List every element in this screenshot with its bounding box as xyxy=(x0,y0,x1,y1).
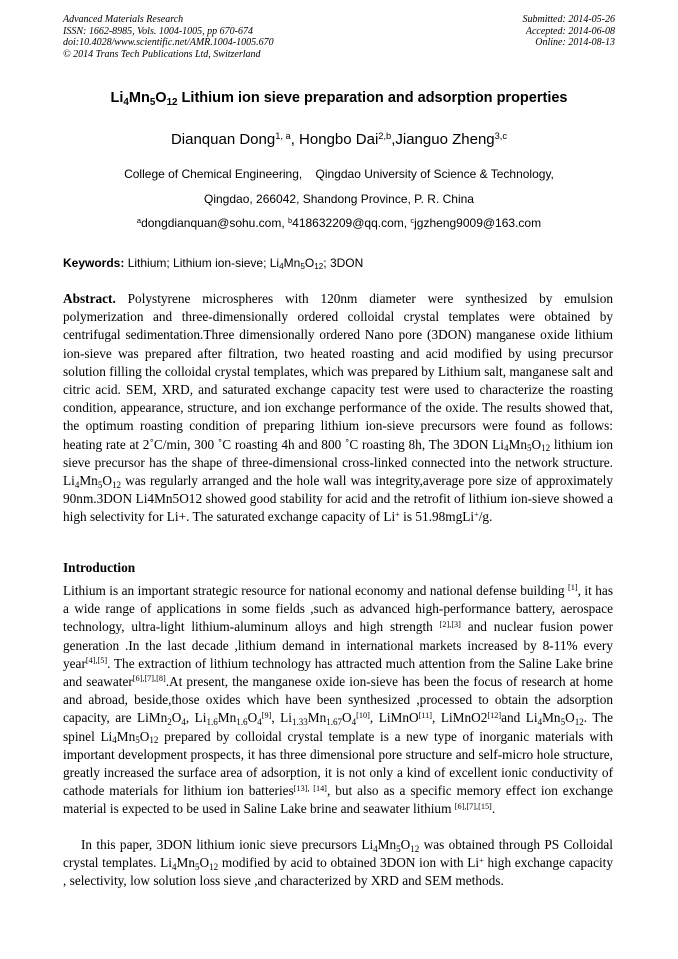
author-emails: $^a$dongdianquan@sohu.com, $^b$418632209@qq.com, $^c$jgzheng9009@163.com xyxy=(136,215,542,230)
introduction-paragraph-2: In this paper, 3DON lithium ionic sieve precursors $Li_4Mn_5O_{12}$ was obtained through PS Colloidal crystal templates. $Li_4Mn_5O_{12}$ modified by acid to obtained 3DON ion with Li+ high exchange capacity , selectivity, low solution loss sieve ,and characterized by XRD and SEM methods. xyxy=(63,837,614,889)
copyright-line: © 2014 Trans Tech Publications Ltd, Switzerland xyxy=(63,48,261,60)
affiliation-line-1: College of Chemical Engineering, Qingdao University of Science & Technology, xyxy=(124,167,554,181)
journal-meta xyxy=(63,14,274,60)
journal-name: Advanced Materials Research xyxy=(63,14,184,25)
keywords-line: Keywords: Lithium; Lithium ion-sieve; $Li_4Mn_5O_{12}$; 3DON xyxy=(63,256,364,272)
introduction-paragraph-1: Lithium is an important strategic resource for national economy and national defense building [1], it has a wide range of applications in some fields ,such as advanced high-performance battery, aerospace technology, ultra-light lithium-aluminum alloys and high strength [2],[3] and nuclear fusion power generation .In the last decade ,lithium demand in international markets increased by 8-11% every year[4],[5]. The extraction of lithium technology has attracted much attention from the Saline Lake brine and seawater[6],[7],[8].At present, the manganese oxide ion-sieve has been the focus of research at home and abroad, beside,those oxides which have been synthesized ,processed to obtain the adsorption capacity, are $LiMn_2O_4$, $Li_{1.6}Mn_{1.6}O_4[9]$, $Li_{1.33}Mn_{1.67}O_4[10]$, LiMnO[11], LiMnO2[12]and $Li_4Mn_5O_{12}$. The spinel $Li_4Mn_5O_{12}$ prepared by colloidal crystal template is a new type of inorganic materials with important development prospects, it has three dimensional pore structure and self-micro hole structure, greatly increased the surface area of adsorption, it is not only a kind of excellent ionic conductivity of cathode materials for lithium ion batteries[13], [14], but also as a specific memory effect ion exchange material is expected to be used in Saline Lake brine and seawater lithium [6],[7],[15]. xyxy=(63,583,614,817)
affiliation-line-2: Qingdao, 266042, Shandong Province, P. R. China xyxy=(204,192,474,206)
citation: [12] xyxy=(487,710,502,720)
abstract-paragraph: Abstract. Polystyrene microspheres with 120nm diameter were synthesized by emulsion polymerization and three-dimensionally ordered colloidal crystal templates were obtained by centrifugal sedimentation.Three dimensionally ordered Nano pore (3DON) manganese oxide lithium ion-sieve was prepared after filtration, two heated roasting and acid modified by using precursor solution filling the colloidal crystal templates, which was prepared by Lithium salt, manganese salt and citric acid. SEM, XRD, and saturated exchange capacity test were used to characterize the roasting condition, appearance, structure, and ion exchange performance of the oxide. The results showed that, the optimum roasting condition of preparing lithium ion-sieve precursors were found as follows: heating rate at 2˚C/min, 300 ˚C roasting 4h and 800 ˚C roasting 8h, The 3DON $Li_4Mn_5O_{12}$ lithium ion sieve precursor has the shape of three-dimensional cross-linked connected into the network structure. $Li_4Mn_5O_{12}$ was regularly arranged and the hole wall was integrity,average pore size of approximately 90nm.3DON Li4Mn5O12 showed good stability for acid and the retrofit of lithium ion-sieve showed a high selectivity for Li+. The saturated exchange capacity of Li+ is 51.98mgLi+/g. xyxy=(63,291,614,525)
author-list: Dianquan Dong$^{1, a}$, Hongbo Dai$^{2,b}$,Jianguo Zheng$^{3,c}$ xyxy=(170,130,508,148)
introduction-heading: Introduction xyxy=(63,560,136,575)
citation: [9] xyxy=(261,710,272,720)
citation: [10] xyxy=(356,710,370,720)
dates-meta xyxy=(523,14,616,49)
issn-line: ISSN: 1662-8985, Vols. 1004-1005, pp 670-674 xyxy=(63,25,253,37)
citation: [2],[3] xyxy=(439,619,461,629)
accepted-date: Accepted: 2014-06-08 xyxy=(525,25,615,37)
citation: [6],[7],[15] xyxy=(454,801,492,811)
citation: [13], [14] xyxy=(293,783,327,793)
submitted-date: Submitted: 2014-05-26 xyxy=(522,14,615,25)
citation: [1] xyxy=(568,583,578,593)
citation: [4],[5] xyxy=(85,656,108,666)
citation: [6],[7],[8] xyxy=(132,674,166,684)
paper-title: $Li_4Mn_5O_{12}$ Lithium ion sieve preparation and adsorption properties xyxy=(110,90,568,108)
online-date: Online: 2014-08-13 xyxy=(535,37,615,48)
citation: [11] xyxy=(418,710,433,720)
doi-line: doi:10.4028/www.scientific.net/AMR.1004-1005.670 xyxy=(63,37,274,48)
